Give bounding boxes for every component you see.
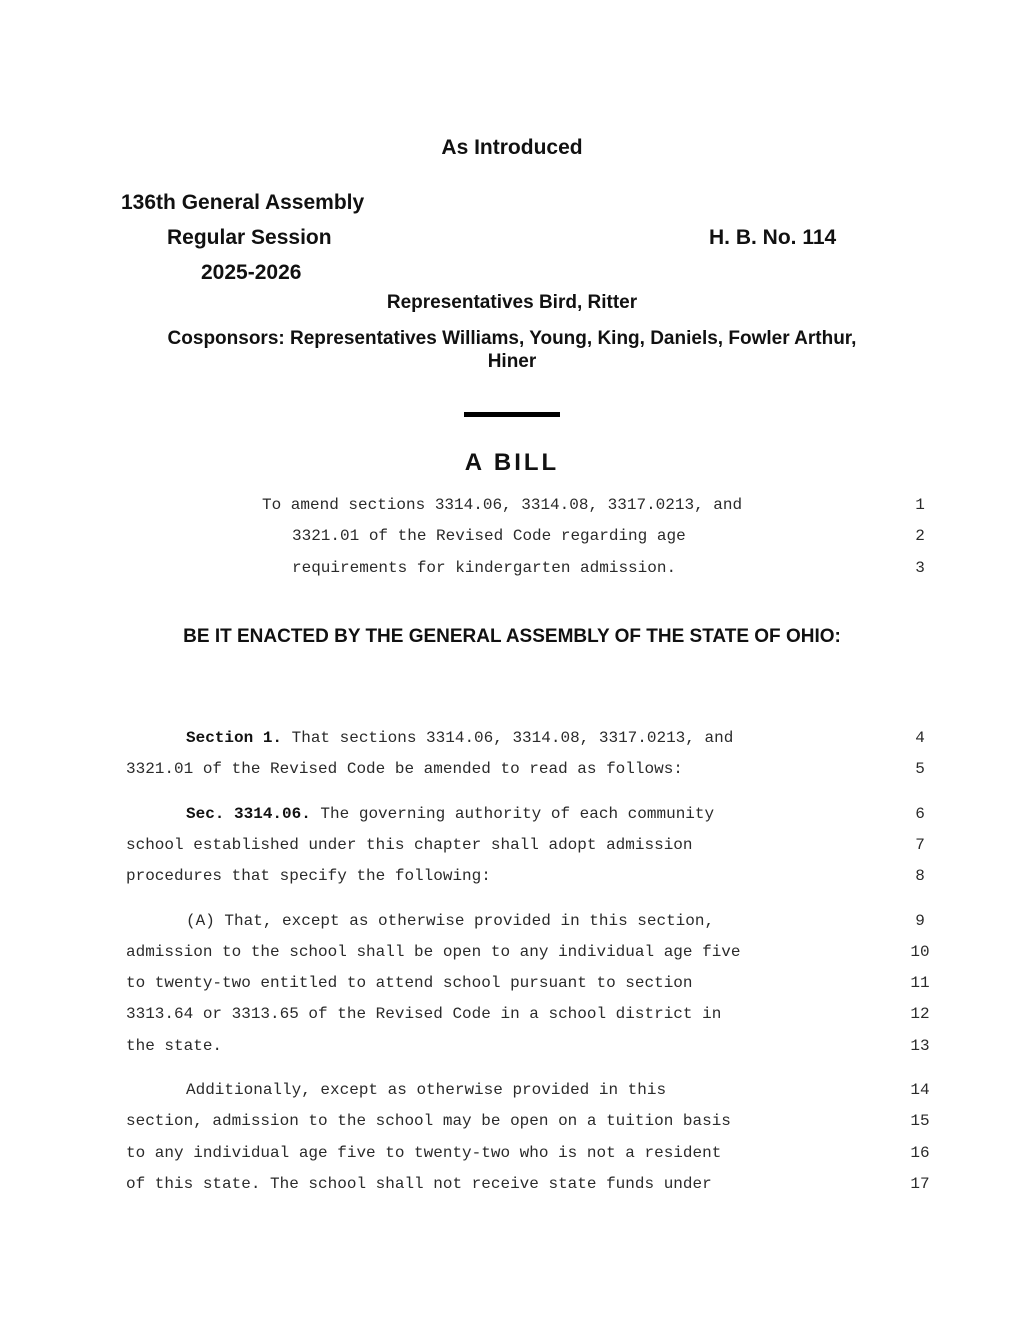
line-number: 3 (915, 559, 925, 577)
line-number: 5 (915, 760, 925, 778)
body-line: section, admission to the school may be open on a tuition basis (126, 1112, 731, 1130)
line-number: 4 (915, 729, 925, 747)
body-line: to any individual age five to twenty-two who is not a resident (126, 1144, 722, 1162)
body-line: the state. (126, 1037, 223, 1055)
line-number: 7 (915, 836, 925, 854)
cosponsors-line-2: Hiner (487, 351, 537, 372)
summary-line: 3321.01 of the Revised Code regarding age (292, 527, 686, 545)
body-text: The governing authority of each community (310, 805, 715, 823)
body-line: to twenty-two entitled to attend school pursuant to section (126, 974, 693, 992)
session-years: 2025-2026 (201, 261, 302, 284)
body-line: 3313.64 or 3313.65 of the Revised Code in a school district in (126, 1005, 722, 1023)
line-number: 16 (910, 1144, 930, 1162)
body-line: school established under this chapter shall adopt admission (126, 836, 693, 854)
enacting-clause: BE IT ENACTED BY THE GENERAL ASSEMBLY OF THE STATE OF OHIO: (183, 626, 841, 647)
session-label: Regular Session (167, 226, 332, 249)
line-number: 11 (910, 974, 930, 992)
divider-rule (464, 412, 560, 417)
body-line: admission to the school shall be open to any individual age five (126, 943, 741, 961)
body-line: (A) That, except as otherwise provided in this section, (186, 912, 715, 930)
bill-title: A BILL (464, 449, 560, 476)
body-line: procedures that specify the following: (126, 867, 491, 885)
bill-status: As Introduced (441, 136, 583, 159)
body-line (186, 805, 714, 823)
summary-line: To amend sections 3314.06, 3314.08, 3317.0213, and (262, 496, 743, 514)
summary-line: requirements for kindergarten admission. (292, 559, 677, 577)
body-line (186, 729, 733, 747)
section-label: Section 1. (186, 729, 283, 747)
line-number: 12 (910, 1005, 930, 1023)
body-line: of this state. The school shall not receive state funds under (126, 1175, 712, 1193)
line-number: 1 (915, 496, 925, 514)
sponsors: Representatives Bird, Ritter (386, 292, 638, 313)
line-number: 6 (915, 805, 925, 823)
line-number: 17 (910, 1175, 930, 1193)
line-number: 10 (910, 943, 930, 961)
line-number: 15 (910, 1112, 930, 1130)
line-number: 14 (910, 1081, 930, 1099)
section-label: Sec. 3314.06. (186, 805, 311, 823)
general-assembly: 136th General Assembly (121, 191, 365, 214)
cosponsors-line-1: Cosponsors: Representatives Williams, Young, King, Daniels, Fowler Arthur, (167, 328, 857, 349)
body-line: 3321.01 of the Revised Code be amended to read as follows: (126, 760, 683, 778)
line-number: 9 (915, 912, 925, 930)
line-number: 13 (910, 1037, 930, 1055)
line-number: 2 (915, 527, 925, 545)
line-number: 8 (915, 867, 925, 885)
bill-number: H. B. No. 114 (709, 226, 837, 249)
body-line: Additionally, except as otherwise provided in this (186, 1081, 667, 1099)
body-text: That sections 3314.06, 3314.08, 3317.0213, and (282, 729, 734, 747)
